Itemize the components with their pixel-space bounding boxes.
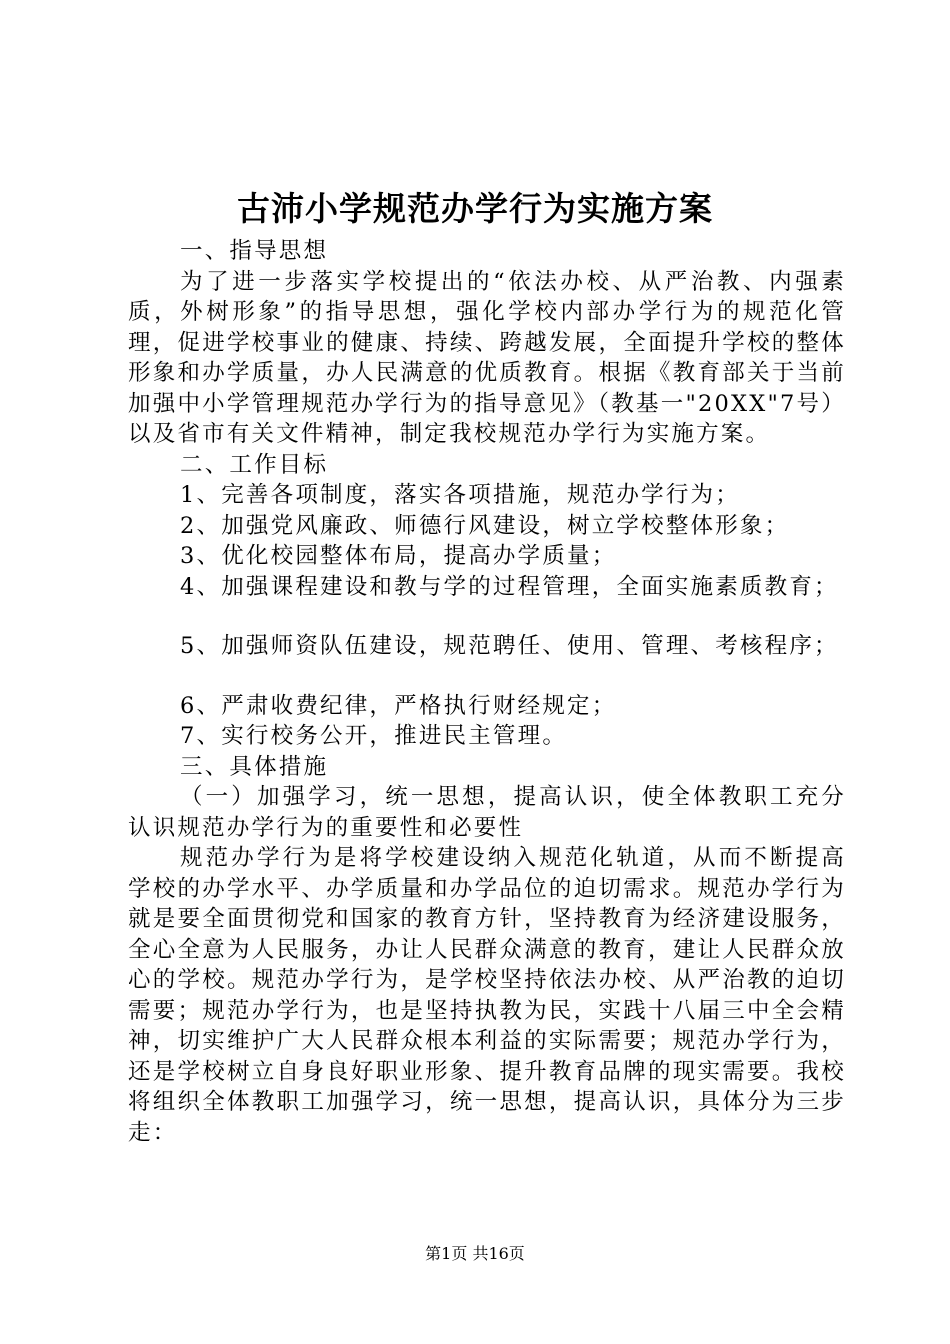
paragraph-guiding-thought: 为了进一步落实学校提出的“依法办校、从严治教、内强素质，外树形象”的指导思想，强化学校内部办学行为的规范化管理，促进学校事业的健康、持续、跨越发展，全面提升学校的整体形象和办学质量，办人民满意的优质教育。根据《教育部关于当前加强中小学管理规范办学行为的指导意见》（教基一"20XX"7号）以及省市有关文件精神，制定我校规范办学行为实施方案。 [128,268,846,447]
goal-item-2: 2、加强党风廉政、师德行风建设，树立学校整体形象； [180,512,790,539]
section-heading-3: 三、具体措施 [180,753,329,780]
section-heading-1: 一、指导思想 [180,238,329,264]
page-footer: 第1页 共16页 [425,1244,525,1263]
goal-item-1: 1、完善各项制度，落实各项措施，规范办学行为； [180,482,740,508]
section-heading-2: 二、工作目标 [180,451,329,478]
goal-item-4: 4、加强课程建设和教与学的过程管理，全面实施素质教育； [180,573,839,600]
paragraph-measures: 规范办学行为是将学校建设纳入规范化轨道，从而不断提高学校的办学水平、办学质量和办学品位的迫切需求。规范办学行为就是要全面贯彻党和国家的教育方针，坚持教育为经济建设服务，全心全意为人民服务，办让人民群众满意的教育，建让人民群众放心的学校。规范办学行为，是学校坚持依法办校、从严治教的迫切需要；规范办学行为，也是坚持执教为民，实践十八届三中全会精神，切实维护广大人民群众根本利益的实际需要；规范办学行为，还是学校树立自身良好职业形象、提升教育品牌的现实需要。我校将组织全体教职工加强学习，统一思想，提高认识，具体分为三步走： [128,845,846,1146]
subsection-heading-1: （一）加强学习，统一思想，提高认识，使全体教职工充分认识规范办学行为的重要性和必要性 [128,784,846,841]
goal-item-5: 5、加强师资队伍建设，规范聘任、使用、管理、考核程序； [180,633,839,659]
goal-item-7: 7、实行校务公开，推进民主管理。 [180,723,568,749]
document-title: 古沛小学规范办学行为实施方案 [237,189,713,228]
goal-item-6: 6、严肃收费纪律，严格执行财经规定； [180,692,617,719]
goal-item-3: 3、优化校园整体布局，提高办学质量； [180,543,617,569]
document-body [128,236,846,1148]
